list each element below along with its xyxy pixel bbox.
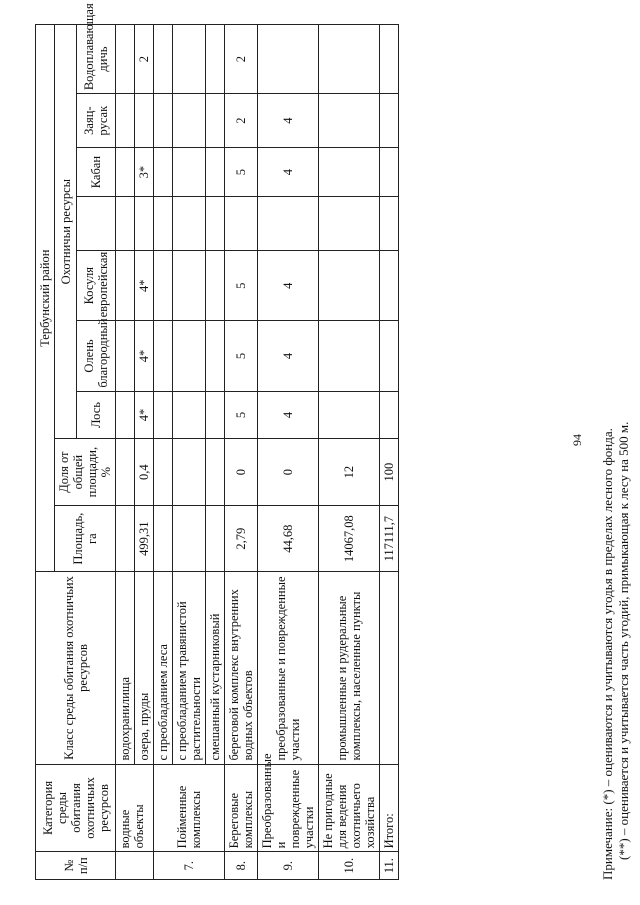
- value-cell: [380, 197, 399, 251]
- table-row: [319, 25, 380, 880]
- area-cell: [116, 505, 135, 572]
- value-cell: [319, 25, 380, 94]
- value-cell: [258, 25, 319, 94]
- row-number: 8.: [225, 852, 258, 880]
- share-cell: 0,4: [135, 439, 154, 506]
- category-cell: Преобразованные и поврежденные участки: [258, 764, 319, 852]
- area-cell: 14067,08: [319, 505, 380, 572]
- value-cell: [154, 148, 173, 197]
- class-cell: озера, пруды: [135, 572, 154, 764]
- header-row: [36, 25, 55, 880]
- value-cell: 4: [258, 321, 319, 391]
- value-cell: [135, 94, 154, 148]
- value-cell: [380, 148, 399, 197]
- value-cell: 2: [225, 25, 258, 94]
- value-cell: [258, 197, 319, 251]
- value-cell: [116, 321, 135, 391]
- value-cell: 4: [258, 94, 319, 148]
- total-row: [380, 25, 399, 880]
- value-cell: [154, 321, 173, 391]
- value-cell: [380, 94, 399, 148]
- share-cell: 0: [258, 439, 319, 506]
- species-header: Заяц-русак: [77, 94, 116, 148]
- category-cell: Пойменные комплексы: [154, 764, 225, 852]
- value-cell: [206, 391, 225, 439]
- share-cell: [154, 439, 173, 506]
- value-cell: 5: [225, 148, 258, 197]
- share-cell: [116, 439, 135, 506]
- value-cell: 4: [258, 148, 319, 197]
- value-cell: [173, 148, 206, 197]
- value-cell: [319, 391, 380, 439]
- class-cell: преобразованные и поврежденные участки: [258, 572, 319, 764]
- district-header: Тербунский район: [36, 25, 55, 572]
- value-cell: [173, 251, 206, 321]
- value-cell: [206, 251, 225, 321]
- species-header: Водоплавающая дичь: [77, 25, 116, 94]
- table-row: [225, 25, 258, 880]
- species-header: Кабан: [77, 148, 116, 197]
- value-cell: [225, 197, 258, 251]
- area-cell: [173, 505, 206, 572]
- value-cell: 2: [225, 94, 258, 148]
- species-header: Лось: [77, 391, 116, 439]
- resources-header: Охотничьи ресурсы: [55, 25, 77, 439]
- class-cell: береговой комплекс внутренних водных объектов: [225, 572, 258, 764]
- row-number: [116, 852, 154, 880]
- table-row: [135, 25, 154, 880]
- total-label: Итого:: [380, 764, 399, 852]
- habitat-table: [35, 3, 399, 880]
- value-cell: 4*: [135, 251, 154, 321]
- table-row: [258, 25, 319, 880]
- value-cell: [116, 391, 135, 439]
- value-cell: 4*: [135, 391, 154, 439]
- category-cell: водные объекты: [116, 764, 154, 852]
- table-row: [173, 25, 206, 880]
- area-cell: 44,68: [258, 505, 319, 572]
- footnote: (**) – оценивается и учитывается часть угодий, примыкающая к лесу на 500 м.: [616, 421, 631, 860]
- row-number: 9.: [258, 852, 319, 880]
- class-cell: [380, 572, 399, 764]
- area-cell: [206, 505, 225, 572]
- row-number: 10.: [319, 852, 380, 880]
- col-class-header: Класс среды обитания охотничьих ресурсов: [36, 572, 116, 764]
- value-cell: [154, 391, 173, 439]
- table-row: [206, 25, 225, 880]
- class-cell: смешанный кустарниковый: [206, 572, 225, 764]
- value-cell: 5: [225, 251, 258, 321]
- value-cell: 4: [258, 391, 319, 439]
- share-cell: 100: [380, 439, 399, 506]
- area-cell: 499,31: [135, 505, 154, 572]
- col-no-header: № п/п: [36, 852, 116, 880]
- value-cell: [154, 94, 173, 148]
- value-cell: 5: [225, 321, 258, 391]
- value-cell: [319, 148, 380, 197]
- value-cell: [380, 321, 399, 391]
- value-cell: [116, 251, 135, 321]
- share-cell: 0: [225, 439, 258, 506]
- value-cell: [206, 94, 225, 148]
- value-cell: [173, 94, 206, 148]
- area-cell: 2,79: [225, 505, 258, 572]
- value-cell: [173, 391, 206, 439]
- value-cell: [319, 251, 380, 321]
- row-number: 11.: [380, 852, 399, 880]
- area-cell: [154, 505, 173, 572]
- value-cell: [380, 391, 399, 439]
- value-cell: [154, 251, 173, 321]
- value-cell: [116, 25, 135, 94]
- col-area-header: Площадь, га: [55, 505, 116, 572]
- value-cell: [116, 197, 135, 251]
- value-cell: [173, 321, 206, 391]
- value-cell: [116, 94, 135, 148]
- species-header: Косуля европейская: [77, 251, 116, 321]
- area-cell: 117111,7: [380, 505, 399, 572]
- value-cell: 4: [258, 251, 319, 321]
- value-cell: [154, 25, 173, 94]
- value-cell: [206, 197, 225, 251]
- value-cell: [116, 148, 135, 197]
- value-cell: [319, 321, 380, 391]
- category-cell: Не пригодные для ведения охотничьего хозяйства: [319, 764, 380, 852]
- col-share-header: Доля от общей площади, %: [55, 439, 116, 506]
- value-cell: [173, 25, 206, 94]
- share-cell: [206, 439, 225, 506]
- class-cell: с преобладанием леса: [154, 572, 173, 764]
- value-cell: [173, 197, 206, 251]
- footnote: Примечание: (*) – оцениваются и учитываются угодья в пределах лесного фонда.: [600, 428, 615, 880]
- value-cell: [206, 321, 225, 391]
- value-cell: [206, 148, 225, 197]
- class-cell: промышленные и рудеральные комплексы, населенные пункты: [319, 572, 380, 764]
- value-cell: 2: [135, 25, 154, 94]
- category-cell: Береговые комплексы: [225, 764, 258, 852]
- species-header: [77, 197, 116, 251]
- value-cell: [319, 94, 380, 148]
- row-number: 7.: [154, 852, 225, 880]
- table-row: [154, 25, 173, 880]
- value-cell: [380, 251, 399, 321]
- value-cell: [319, 197, 380, 251]
- col-category-header: Категория среды обитания охотничьих ресурсов: [36, 764, 116, 852]
- value-cell: 4*: [135, 321, 154, 391]
- class-cell: с преобладанием травянистой растительности: [173, 572, 206, 764]
- value-cell: 3*: [135, 148, 154, 197]
- share-cell: 12: [319, 439, 380, 506]
- value-cell: 5: [225, 391, 258, 439]
- value-cell: [206, 25, 225, 94]
- share-cell: [173, 439, 206, 506]
- class-cell: водохранилища: [116, 572, 135, 764]
- species-header: Олень благородный: [77, 321, 116, 391]
- page-number: 94: [570, 434, 584, 446]
- table-row: [116, 25, 135, 880]
- value-cell: [135, 197, 154, 251]
- value-cell: [380, 25, 399, 94]
- value-cell: [154, 197, 173, 251]
